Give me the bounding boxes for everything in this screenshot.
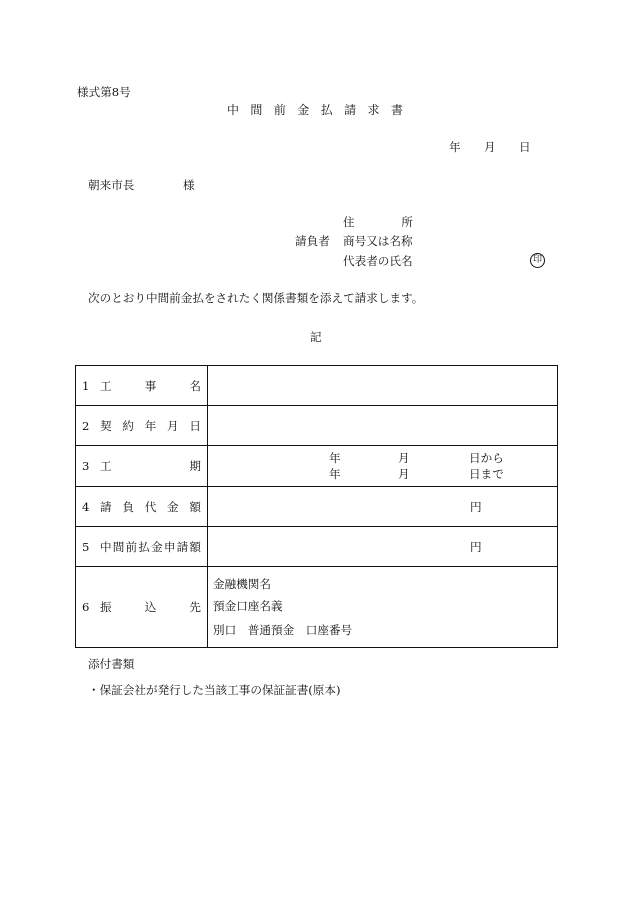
- label-char: 込: [144, 600, 157, 614]
- label-char: 金: [151, 539, 163, 554]
- row-number: 5: [82, 539, 90, 554]
- label-char: 請: [176, 539, 189, 554]
- date-month-label: 月: [484, 140, 496, 154]
- row-number: 1: [82, 378, 90, 393]
- label-char: 前: [125, 539, 138, 554]
- period-start-line: [208, 452, 557, 464]
- addressee-honorific: 様: [183, 178, 195, 192]
- transfer-destination-value: [208, 567, 557, 647]
- label-char: 月: [167, 418, 179, 433]
- period-end-month: 月: [398, 467, 410, 481]
- construction-name-value: [208, 366, 557, 405]
- note-heading: 記: [310, 330, 322, 344]
- label-char: 間: [112, 539, 125, 554]
- date-year-label: 年: [449, 140, 461, 154]
- label-char: 振: [100, 600, 112, 614]
- label-char: 書: [390, 103, 403, 117]
- period-start-month: 月: [398, 451, 410, 465]
- account-holder-label: 預金口座名義: [213, 599, 283, 613]
- label-char: 請: [344, 103, 357, 117]
- yen-unit: 円: [470, 539, 482, 554]
- row-label-cell: [76, 446, 208, 486]
- contract-amount-value: [208, 487, 557, 526]
- label-char: 所: [401, 215, 413, 229]
- period-start-day: 日から: [469, 451, 504, 465]
- period-end-day: 日まで: [469, 467, 504, 481]
- period-end-line: [208, 468, 557, 480]
- construction-period-value: [208, 446, 557, 486]
- addressee-name: 朝来市長: [88, 178, 135, 192]
- label-char: 求: [367, 103, 380, 117]
- request-details-table: [75, 365, 558, 648]
- label-char: 金: [297, 103, 310, 117]
- row-number: 6: [82, 600, 90, 614]
- label-char: 先: [189, 600, 201, 614]
- label-char: 約: [122, 418, 134, 433]
- period-end-year: 年: [329, 467, 341, 481]
- row-number: 3: [82, 459, 90, 473]
- label-char: 事: [144, 378, 157, 393]
- row-label-cell: [76, 406, 208, 445]
- row-number: 2: [82, 418, 90, 433]
- label-char: 額: [189, 539, 201, 554]
- label-char: 金: [167, 499, 179, 514]
- row-label: [100, 541, 201, 553]
- advance-request-amount-value: [208, 527, 557, 566]
- attachment-item: ・保証会社が発行した当該工事の保証証書(原本): [88, 683, 341, 697]
- row-label-cell: [76, 487, 208, 526]
- table-row: [76, 487, 557, 527]
- label-char: 中: [227, 103, 240, 117]
- row-number: 4: [82, 499, 90, 514]
- representative-name-label: 代表者の氏名: [343, 254, 413, 268]
- label-char: 年: [144, 418, 157, 433]
- label-char: 期: [189, 459, 201, 473]
- label-char: 名: [189, 378, 201, 393]
- label-char: 払: [138, 539, 150, 554]
- contract-date-value: [208, 406, 557, 445]
- row-label-cell: [76, 527, 208, 566]
- label-char: 請: [100, 499, 112, 514]
- row-label: [100, 601, 201, 613]
- row-label: [100, 501, 201, 513]
- document-title: [227, 104, 403, 116]
- address-label: [343, 216, 413, 228]
- label-char: 負: [122, 499, 134, 514]
- form-number: 様式第8号: [77, 85, 131, 99]
- row-label: [100, 420, 201, 432]
- attachments-heading: 添付書類: [88, 657, 135, 671]
- period-start-year: 年: [329, 451, 341, 465]
- label-char: 中: [100, 539, 112, 554]
- label-char: 払: [320, 103, 333, 117]
- request-statement: 次のとおり中間前金払をされたく関係書類を添えて請求します。: [88, 291, 424, 305]
- label-char: 額: [189, 499, 201, 514]
- date-day-label: 日: [519, 140, 531, 154]
- label-char: 申: [163, 539, 176, 554]
- label-char: 契: [100, 418, 112, 433]
- label-char: 代: [144, 499, 157, 514]
- row-label: [100, 460, 201, 472]
- table-row: [76, 366, 557, 406]
- label-char: 日: [189, 418, 201, 433]
- row-label-cell: [76, 366, 208, 405]
- label-char: 住: [343, 215, 355, 229]
- company-name-label: 商号又は名称: [343, 234, 413, 248]
- row-label: [100, 380, 201, 392]
- row-label-cell: [76, 567, 208, 647]
- yen-unit: 円: [470, 499, 482, 514]
- table-row: [76, 527, 557, 567]
- label-char: 工: [100, 459, 112, 473]
- contractor-label: 請負者: [295, 234, 330, 248]
- label-char: 前: [273, 103, 286, 117]
- table-row: [76, 446, 557, 487]
- label-char: 間: [250, 103, 263, 117]
- bank-name-label: 金融機関名: [213, 577, 271, 591]
- table-row: [76, 567, 557, 647]
- seal-mark: 印: [530, 253, 545, 268]
- table-row: [76, 406, 557, 446]
- label-char: 工: [100, 378, 112, 393]
- account-number-label: 別口 普通預金 口座番号: [213, 623, 353, 637]
